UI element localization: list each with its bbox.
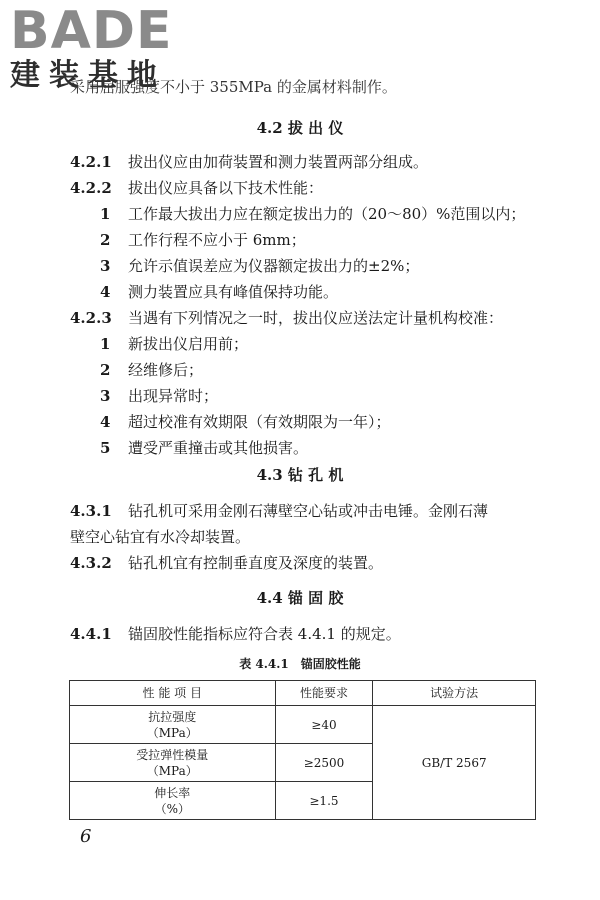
list-item bbox=[100, 203, 525, 225]
section-heading-4-4: 4.4 锚 固 胶 bbox=[256, 589, 344, 607]
list-item bbox=[100, 385, 218, 407]
item-text: 遭受严重撞击或其他损害。 bbox=[128, 439, 309, 457]
item-text: 经维修后； bbox=[128, 361, 204, 379]
clause-4-3-1-continued: 壁空心钻宜有水冷却装置。 bbox=[70, 528, 251, 546]
requirement-cell: ≥40 bbox=[275, 706, 373, 744]
section-heading-4-3: 4.3 钻 孔 机 bbox=[256, 466, 344, 484]
table-header-row bbox=[70, 681, 536, 706]
carryover-text: 采用屈服强度不小于 355MPa 的金属材料制作。 bbox=[70, 78, 397, 96]
section-heading-4-2: 4.2 拔 出 仪 bbox=[256, 119, 344, 137]
header-requirement: 性能要求 bbox=[275, 681, 373, 706]
item-number: 4 bbox=[100, 413, 111, 431]
clause-4-3-2 bbox=[70, 552, 383, 574]
item-text: 工作最大拔出力应在额定拔出力的（20～80）%范围以内； bbox=[128, 205, 526, 223]
item-number: 3 bbox=[100, 257, 111, 275]
clause-number: 4.3.2 bbox=[70, 554, 112, 572]
property-unit: （MPa） bbox=[146, 763, 198, 778]
property-name: 受拉弹性模量 bbox=[136, 747, 209, 762]
list-item bbox=[100, 333, 248, 355]
clause-text: 锚固胶性能指标应符合表 4.4.1 的规定。 bbox=[128, 625, 401, 643]
list-item bbox=[100, 229, 306, 251]
header-method: 试验方法 bbox=[373, 681, 536, 706]
list-item bbox=[100, 281, 338, 303]
clause-number: 4.2.2 bbox=[70, 179, 112, 197]
anchor-glue-spec-table bbox=[69, 680, 536, 820]
item-number: 2 bbox=[100, 361, 111, 379]
item-text: 允许示值误差应为仪器额定拔出力的±2%； bbox=[128, 257, 420, 275]
item-text: 测力装置应具有峰值保持功能。 bbox=[128, 283, 339, 301]
clause-number: 4.2.1 bbox=[70, 153, 112, 171]
table-row bbox=[70, 706, 536, 744]
table-caption: 表 4.4.1 锚固胶性能 bbox=[239, 657, 361, 671]
item-number: 1 bbox=[100, 335, 111, 353]
list-item bbox=[100, 437, 308, 459]
requirement-cell: ≥1.5 bbox=[275, 782, 373, 820]
property-unit: （%） bbox=[154, 801, 190, 816]
item-text: 超过校准有效期限（有效期限为一年）； bbox=[128, 413, 391, 431]
list-item bbox=[100, 411, 391, 433]
clause-4-2-2 bbox=[70, 177, 323, 199]
property-name: 抗拉强度 bbox=[148, 709, 197, 724]
property-cell bbox=[70, 744, 276, 782]
item-number: 3 bbox=[100, 387, 111, 405]
item-number: 2 bbox=[100, 231, 111, 249]
clause-4-3-1 bbox=[70, 500, 488, 522]
item-number: 4 bbox=[100, 283, 111, 301]
clause-4-4-1 bbox=[70, 623, 401, 645]
clause-text: 拔出仪应由加荷装置和测力装置两部分组成。 bbox=[128, 153, 429, 171]
clause-text: 钻孔机可采用金刚石薄壁空心钻或冲击电锤。金刚石薄 bbox=[128, 502, 489, 520]
requirement-cell: ≥2500 bbox=[275, 744, 373, 782]
clause-text: 当遇有下列情况之一时，拔出仪应送法定计量机构校准： bbox=[128, 309, 504, 327]
clause-number: 4.2.3 bbox=[70, 309, 112, 327]
list-item bbox=[100, 359, 203, 381]
logo-subtitle: 建装基地 bbox=[10, 58, 166, 93]
clause-number: 4.4.1 bbox=[70, 625, 112, 643]
property-cell bbox=[70, 706, 276, 744]
clause-text: 拔出仪应具备以下技术性能： bbox=[128, 179, 324, 197]
property-name: 伸长率 bbox=[154, 785, 191, 800]
property-cell bbox=[70, 782, 276, 820]
list-item bbox=[100, 255, 419, 277]
item-number: 5 bbox=[100, 439, 111, 457]
item-number: 1 bbox=[100, 205, 111, 223]
clause-4-2-3 bbox=[70, 307, 503, 329]
item-text: 工作行程不应小于 6mm； bbox=[128, 231, 306, 249]
logo-brand: BADE bbox=[10, 1, 173, 61]
clause-4-2-1 bbox=[70, 151, 428, 173]
property-unit: （MPa） bbox=[146, 725, 198, 740]
header-item: 性 能 项 目 bbox=[70, 681, 276, 706]
clause-text: 钻孔机宜有控制垂直度及深度的装置。 bbox=[128, 554, 384, 572]
item-text: 出现异常时； bbox=[128, 387, 219, 405]
page-number: 6 bbox=[80, 826, 92, 847]
test-method-cell: GB/T 2567 bbox=[373, 706, 536, 820]
item-text: 新拔出仪启用前； bbox=[128, 335, 249, 353]
clause-number: 4.3.1 bbox=[70, 502, 112, 520]
